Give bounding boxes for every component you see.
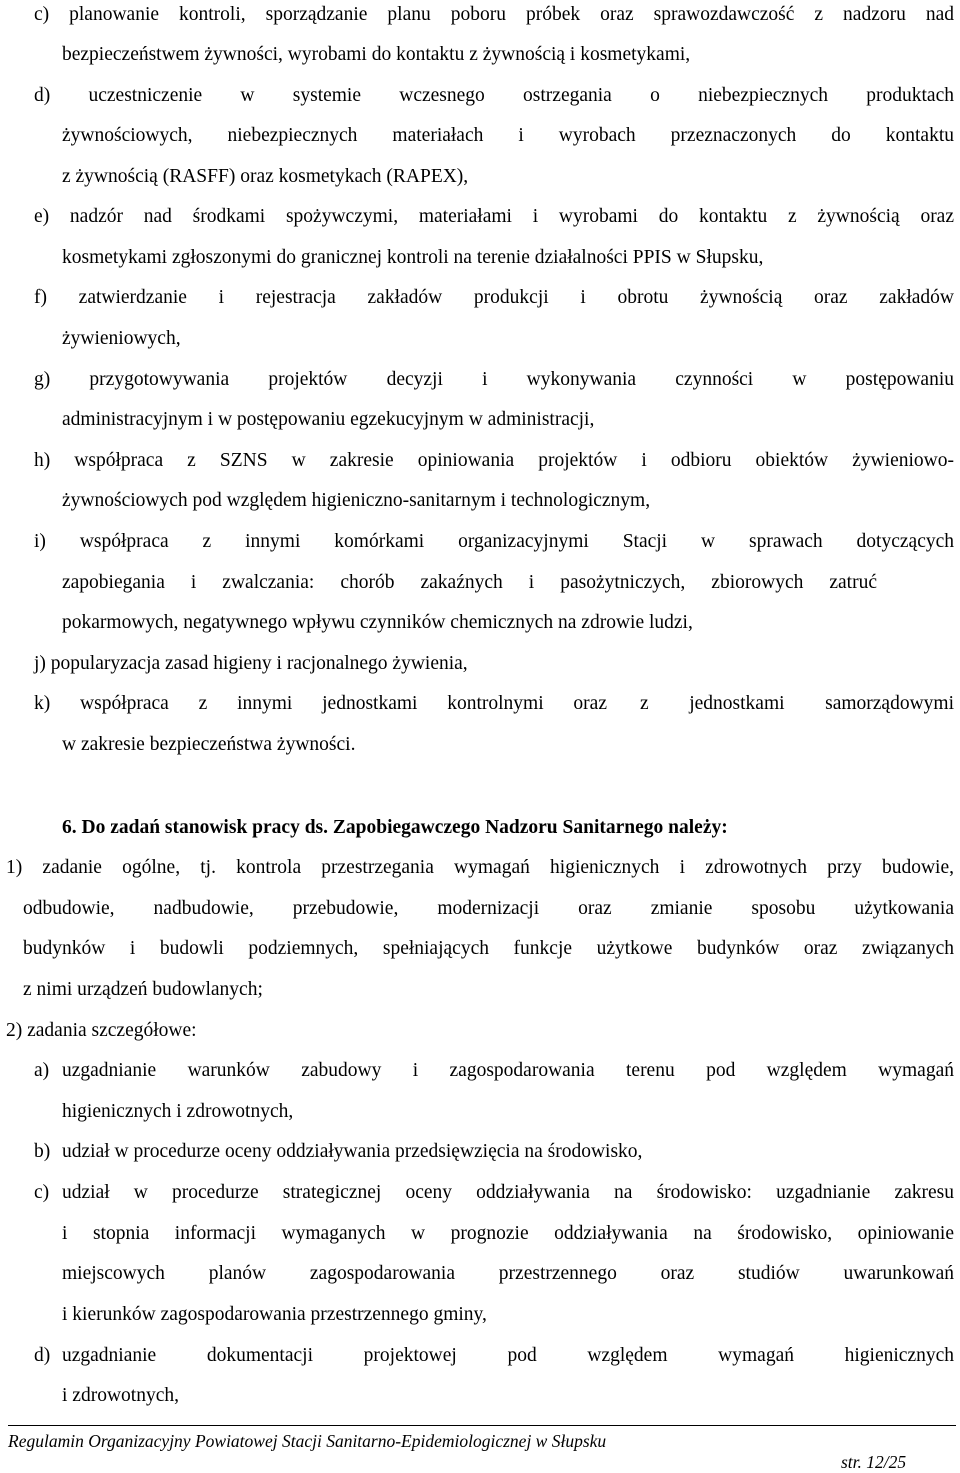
text-line: h) współpraca z SZNS w zakresie opiniowania projektów i odbioru obiektów żywieniowo-	[34, 450, 954, 471]
text-line: c) planowanie kontroli, sporządzanie planu poboru próbek oraz sprawozdawczość z nadzoru nad	[34, 4, 954, 25]
text-line: w zakresie bezpieczeństwa żywności.	[62, 734, 356, 755]
text-line: uzgadnianie warunków zabudowy i zagospodarowania terenu pod względem wymagań	[62, 1060, 954, 1081]
text-line: z nimi urządzeń budowlanych;	[23, 979, 263, 1000]
list-marker: c)	[34, 1182, 50, 1203]
text-line: g) przygotowywania projektów decyzji i wykonywania czynności w postępowaniu	[34, 369, 954, 390]
text-line: 2) zadania szczegółowe:	[6, 1020, 197, 1041]
text-line: miejscowych planów zagospodarowania przestrzennego oraz studiów uwarunkowań	[62, 1263, 954, 1284]
text-line: j) popularyzacja zasad higieny i racjonalnego żywienia,	[34, 653, 468, 674]
text-line: z żywnością (RASFF) oraz kosmetykach (RAPEX),	[62, 166, 469, 187]
text-line: 1) zadanie ogólne, tj. kontrola przestrzegania wymagań higienicznych i zdrowotnych przy budowie,	[6, 857, 954, 878]
text-line: udział w procedurze strategicznej oceny oddziaływania na środowisko: uzgadnianie zakresu	[62, 1182, 954, 1203]
list-marker: d)	[34, 1345, 51, 1366]
text-line: f) zatwierdzanie i rejestracja zakładów produkcji i obrotu żywnością oraz zakładów	[34, 287, 954, 308]
text-line: e) nadzór nad środkami spożywczymi, materiałami i wyrobami do kontaktu z żywnością oraz	[34, 206, 954, 227]
text-line: uzgadnianie dokumentacji projektowej pod względem wymagań higienicznych	[62, 1345, 954, 1366]
section-heading: 6. Do zadań stanowisk pracy ds. Zapobiegawczego Nadzoru Sanitarnego należy:	[62, 817, 728, 838]
text-line: żywnościowych pod względem higieniczno-sanitarnym i technologicznym,	[62, 490, 651, 511]
page-number: str. 12/25	[841, 1452, 907, 1472]
footer-divider	[8, 1425, 956, 1426]
list-marker: b)	[34, 1141, 51, 1162]
text-line: i zdrowotnych,	[62, 1385, 179, 1406]
text-line: bezpieczeństwem żywności, wyrobami do kontaktu z żywnością i kosmetykami,	[62, 44, 691, 65]
footer-title: Regulamin Organizacyjny Powiatowej Stacji Sanitarno-Epidemiologicznej w Słupsku	[8, 1431, 607, 1451]
text-line: pokarmowych, negatywnego wpływu czynników chemicznych na zdrowie ludzi,	[62, 612, 693, 633]
text-line: odbudowie, nadbudowie, przebudowie, modernizacji oraz zmianie sposobu użytkowania	[23, 898, 954, 919]
list-marker: a)	[34, 1060, 50, 1081]
text-line: administracyjnym i w postępowaniu egzekucyjnym w administracji,	[62, 409, 595, 430]
text-line: i) współpraca z innymi komórkami organizacyjnymi Stacji w sprawach dotyczących	[34, 531, 954, 552]
text-line: kosmetykami zgłoszonymi do granicznej kontroli na terenie działalności PPIS w Słupsku,	[62, 247, 764, 268]
text-line: budynków i budowli podziemnych, spełniających funkcje użytkowe budynków oraz związanych	[23, 938, 954, 959]
text-line: żywnościowych, niebezpiecznych materiałach i wyrobach przeznaczonych do kontaktu	[62, 125, 954, 146]
text-line: d) uczestniczenie w systemie wczesnego ostrzegania o niebezpiecznych produktach	[34, 85, 954, 106]
text-line: i kierunków zagospodarowania przestrzennego gminy,	[62, 1304, 487, 1325]
text-line: higienicznych i zdrowotnych,	[62, 1101, 294, 1122]
text-line: k) współpraca z innymi jednostkami kontrolnymi oraz	[34, 693, 607, 714]
text-line: z jednostkami samorządowymi	[640, 693, 954, 714]
text-line: żywieniowych,	[62, 328, 181, 349]
text-line: zapobiegania i zwalczania: chorób zakaźnych i pasożytniczych, zbiorowych zatruć	[62, 572, 877, 593]
text-line: udział w procedurze oceny oddziaływania przedsięwzięcia na środowisko,	[62, 1141, 643, 1162]
text-line: i stopnia informacji wymaganych w prognozie oddziaływania na środowisko, opiniowanie	[62, 1223, 954, 1244]
